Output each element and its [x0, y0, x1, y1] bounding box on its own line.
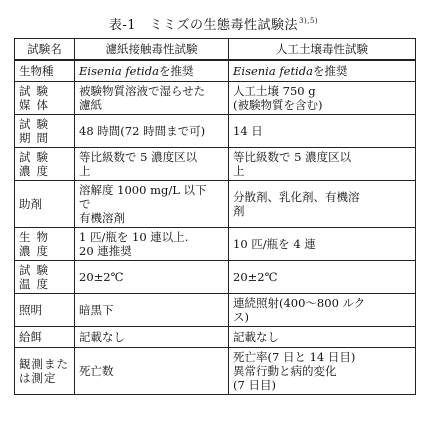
header-test-name: 試験名	[15, 39, 75, 61]
row-cell-filter: 記載なし	[75, 327, 229, 348]
toxicity-test-table	[14, 38, 416, 395]
table-row	[15, 181, 416, 228]
row-cell-filter: 被験物質溶液で湿らせた 濾紙	[75, 82, 229, 115]
row-cell-soil	[229, 60, 416, 82]
row-label: 試験濃度	[15, 148, 75, 181]
table-title	[0, 14, 427, 33]
table-title-reference: 3),5)	[299, 17, 319, 25]
table-row	[15, 115, 416, 148]
row-label: 生物濃度	[15, 228, 75, 261]
row-cell-soil: 記載なし	[229, 327, 416, 348]
row-cell-soil: 分散剤、乳化剤、有機溶 剤	[229, 181, 416, 228]
header-filter-paper-test: 濾紙接触毒性試験	[75, 39, 229, 61]
row-label: 給餌	[15, 327, 75, 348]
row-label: 生物種	[15, 60, 75, 82]
header-row	[15, 39, 416, 61]
table-row	[15, 148, 416, 181]
row-cell-soil: 死亡率(7 日と 14 日目) 異常行動と病的変化 (7 日目)	[229, 348, 416, 395]
row-cell-filter: 死亡数	[75, 348, 229, 395]
row-cell-filter: 1 匹/瓶を 10 連以上. 20 連推奨	[75, 228, 229, 261]
row-cell-filter: 等比級数で 5 濃度区以 上	[75, 148, 229, 181]
row-cell-soil: 14 日	[229, 115, 416, 148]
species-name: Eisenia fetida	[233, 64, 313, 78]
table-row	[15, 294, 416, 327]
table-row	[15, 261, 416, 294]
row-label: 観測または測定	[15, 348, 75, 395]
table-row	[15, 60, 416, 82]
species-suffix: を推奨	[158, 64, 194, 78]
row-cell-filter	[75, 60, 229, 82]
row-label: 試験期間	[15, 115, 75, 148]
table-title-text: 表-1 ミミズの生態毒性試験法	[108, 18, 299, 33]
row-cell-filter: 48 時間(72 時間まで可)	[75, 115, 229, 148]
table-row	[15, 82, 416, 115]
table-row	[15, 327, 416, 348]
species-name: Eisenia fetida	[79, 64, 159, 78]
row-cell-soil: 10 匹/瓶を 4 連	[229, 228, 416, 261]
row-cell-soil: 等比級数で 5 濃度区以 上	[229, 148, 416, 181]
row-cell-soil: 20±2℃	[229, 261, 416, 294]
header-artificial-soil-test: 人工土壌毒性試験	[229, 39, 416, 61]
table-row	[15, 348, 416, 395]
species-suffix: を推奨	[312, 64, 348, 78]
row-label: 試験温度	[15, 261, 75, 294]
row-label: 助剤	[15, 181, 75, 228]
row-cell-filter: 暗黒下	[75, 294, 229, 327]
row-label: 試験媒体	[15, 82, 75, 115]
row-cell-soil: 人工土壌 750 g (被験物質を含む)	[229, 82, 416, 115]
row-cell-filter: 溶解度 1000 mg/L 以下 で 有機溶剤	[75, 181, 229, 228]
row-label: 照明	[15, 294, 75, 327]
row-cell-filter: 20±2℃	[75, 261, 229, 294]
row-cell-soil: 連続照射(400～800 ルク ス)	[229, 294, 416, 327]
table-row	[15, 228, 416, 261]
